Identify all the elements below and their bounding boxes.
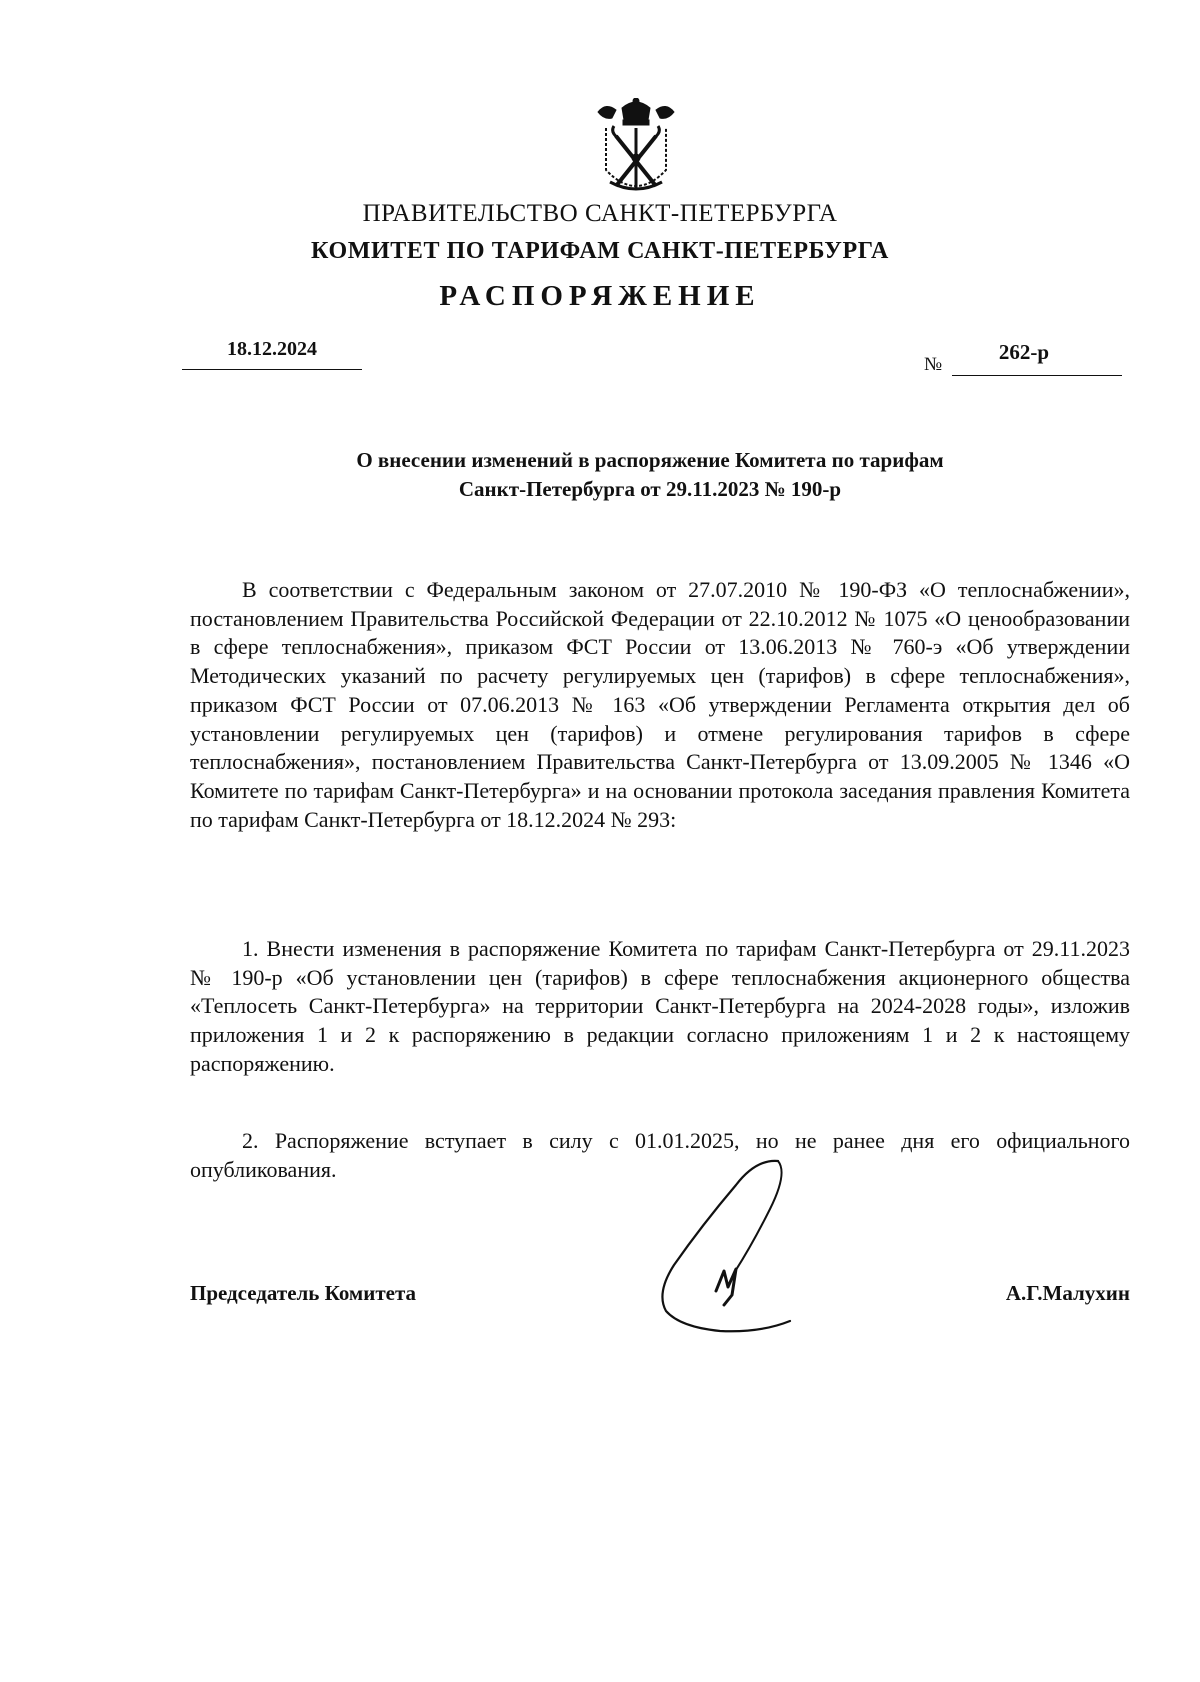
document-date: 18.12.2024 [182, 338, 362, 370]
document-type-heading: РАСПОРЯЖЕНИЕ [439, 280, 761, 312]
document-number: 262-р [998, 340, 1050, 364]
document-title-line-1: О внесении изменений в распоряжение Комитета по тарифам [356, 448, 944, 472]
handwritten-signature [640, 1145, 820, 1345]
number-sign: № [924, 354, 943, 375]
item-1-text: 1. Внести изменения в распоряжение Комитета по тарифам Санкт-Петербурга от 29.11.2023 № 190-р «Об установлении цен (тарифов) в сфере теплоснабжения акционерного общества «Теплосеть Санкт-Петербурга» на территории Санкт-Петербурга на 2024-2028 годы», изложив приложения 1 и 2 к распоряжению в редакции согласно приложениям 1 и 2 к настоящему распоряжению. [190, 936, 1130, 1076]
document-title-line-2: Санкт-Петербурга от 29.11.2023 № 190-р [458, 477, 842, 501]
coat-of-arms-icon [588, 98, 684, 198]
item-1-paragraph [190, 935, 1130, 1079]
signer-position: Председатель Комитета [190, 1281, 417, 1305]
signer-name: А.Г.Малухин [1005, 1281, 1130, 1305]
government-heading: ПРАВИТЕЛЬСТВО САНКТ-ПЕТЕРБУРГА [362, 200, 838, 227]
preamble-paragraph [190, 576, 1130, 834]
preamble-text: В соответствии с Федеральным законом от 27.07.2010 № 190-ФЗ «О теплоснабжении», постановлением Правительства Российской Федерации от 22.10.2012 № 1075 «О ценообразовании в сфере теплоснабжения», приказом ФСТ России от 13.06.2013 № 760-э «Об утверждении Методических указаний по расчету регулируемых цен (тарифов) в сфере теплоснабжения», приказом ФСТ России от 07.06.2013 № 163 «Об утверждении Регламента открытия дел об установлении регулируемых цен (тарифов) и отмене регулирования тарифов в сфере теплоснабжения», постановлением Правительства Санкт-Петербурга от 13.09.2005 № 1346 «О Комитете по тарифам Санкт-Петербурга» и на основании протокола заседания правления Комитета по тарифам Санкт-Петербурга от 18.12.2024 № 293: [190, 577, 1130, 832]
number-underline [952, 375, 1122, 376]
committee-heading: КОМИТЕТ ПО ТАРИФАМ САНКТ-ПЕТЕРБУРГА [311, 238, 889, 264]
document-number-field [924, 340, 1124, 376]
item-2-text: 2. Распоряжение вступает в силу с 01.01.2025, но не ранее дня его официального опубликования. [190, 1128, 1130, 1182]
